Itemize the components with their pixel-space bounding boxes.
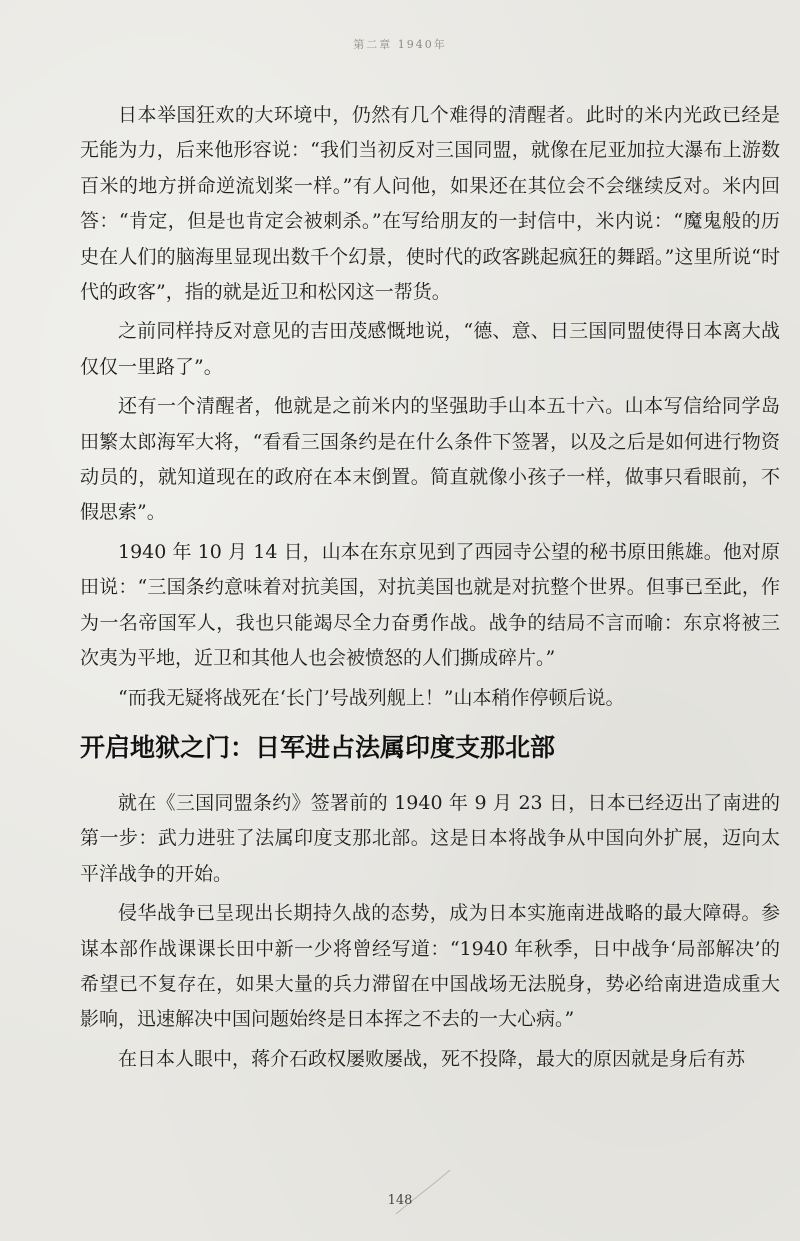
paragraph: 还有一个清醒者，他就是之前米内的坚强助手山本五十六。山本写信给同学岛田繁太郎海军大将，“看看三国条约是在什么条件下签署，以及之后是如何进行物资动员的，就知道现在的政府在本末倒置。简直就像小孩子一样，做事只看眼前，不假思索”。 [80,395,780,524]
paragraph: 在日本人眼中，蒋介石政权屡败屡战，死不投降，最大的原因就是身后有苏 [118,1047,746,1070]
section-heading: 开启地狱之门：日军进占法属印度支那北部 [80,732,556,762]
paragraph: 就在《三国同盟条约》签署前的 1940 年 9 月 23 日，日本已经迈出了南进的第一步：武力进驻了法属印度支那北部。这是日本将战争从中国向外扩展，迈向太平洋战争的开始。 [80,791,780,885]
paragraph: 日本举国狂欢的大环境中，仍然有几个难得的清醒者。此时的米内光政已经是无能为力，后来他形容说：“我们当初反对三国同盟，就像在尼亚加拉大瀑布上游数百米的地方拼命逆流划桨一样。”有人问他，如果还在其位会不会继续反对。米内回答：“肯定，但是也肯定会被刺杀。”在写给朋友的一封信中，米内说：“魔鬼般的历史在人们的脑海里显现出数千个幻景，使时代的政客跳起疯狂的舞蹈。”这里所说“时代的政客”，指的就是近卫和松冈这一帮货。 [80,104,780,304]
page-number: 148 [387,1193,413,1208]
running-header: 第二章 1940年 [353,38,447,51]
paragraph: “而我无疑将战死在‘长门’号战列舰上！”山本稍作停顿后说。 [118,686,625,709]
paragraph: 1940 年 10 月 14 日，山本在东京见到了西园寺公望的秘书原田熊雄。他对原田说：“三国条约意味着对抗美国，对抗美国也就是对抗整个世界。但事已至此，作为一名帝国军人，我也只能竭尽全力奋勇作战。战争的结局不言而喻：东京将被三次夷为平地，近卫和其他人也会被愤怒的人们撕成碎片。” [80,540,780,670]
paragraph: 侵华战争已呈现出长期持久战的态势，成为日本实施南进战略的最大障碍。参谋本部作战课课长田中新一少将曾经写道：“1940 年秋季，日中战争‘局部解决’的希望已不复存在，如果大量的兵力滞留在中国战场无法脱身，势必给南进造成重大影响，迅速解决中国问题始终是日本挥之不去的一大心病。” [80,902,780,1031]
page-content [80,98,780,1081]
paragraph: 之前同样持反对意见的吉田茂感慨地说，“德、意、日三国同盟使得日本离大战仅仅一里路了”。 [80,320,780,378]
